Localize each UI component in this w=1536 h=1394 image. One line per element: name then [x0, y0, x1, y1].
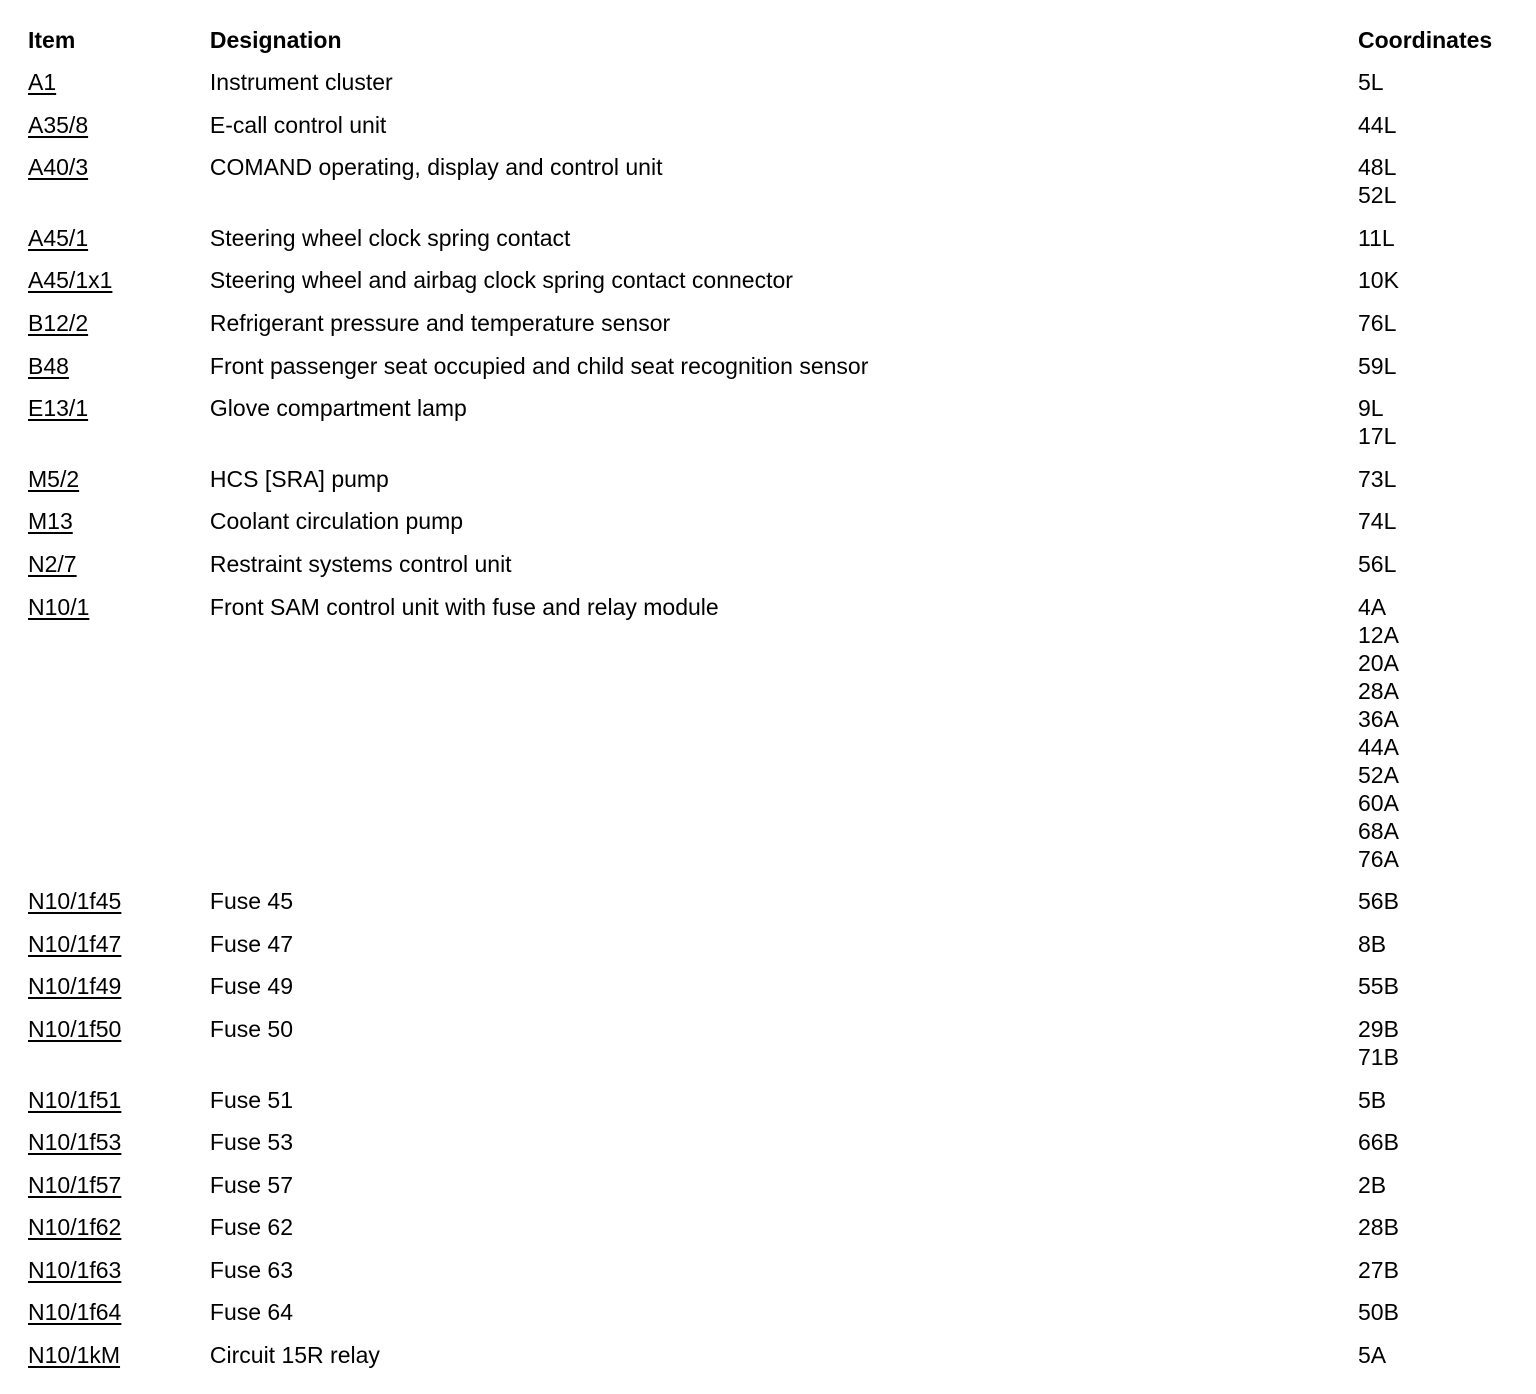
item-link[interactable]: N2/7	[28, 550, 77, 577]
table-row	[28, 550, 1518, 593]
table-row	[28, 153, 1518, 224]
coordinate-value: 5L	[1358, 69, 1384, 95]
table-row	[28, 1298, 1518, 1341]
table-row	[28, 1171, 1518, 1214]
coordinate-value: 52L	[1358, 182, 1397, 209]
coordinates-cell	[1358, 1256, 1518, 1299]
item-link[interactable]: A45/1x1	[28, 267, 113, 294]
header-item: Item	[28, 27, 76, 53]
item-link[interactable]: A40/3	[28, 154, 89, 181]
designation-cell: Refrigerant pressure and temperature sensor	[209, 309, 671, 336]
coordinates-cell	[1358, 1015, 1518, 1086]
coordinate-value: 29B	[1358, 1015, 1399, 1042]
table-row	[28, 1015, 1518, 1086]
item-cell	[28, 1086, 210, 1129]
coordinate-value: 27B	[1358, 1256, 1399, 1283]
item-cell	[28, 153, 210, 224]
coordinate-value: 52A	[1358, 761, 1399, 788]
coordinates-cell	[1358, 1298, 1518, 1341]
designation-cell: Fuse 51	[209, 1086, 294, 1113]
coordinate-value: 76A	[1358, 845, 1399, 872]
table-row	[28, 111, 1518, 154]
item-cell	[28, 68, 210, 111]
table-row	[28, 224, 1518, 267]
coordinate-value: 10K	[1358, 267, 1399, 294]
coordinates-cell	[1358, 972, 1518, 1015]
coordinates-cell	[1358, 224, 1518, 267]
table-row	[28, 507, 1518, 550]
item-link[interactable]: M5/2	[28, 465, 80, 492]
coordinate-value: 76L	[1358, 309, 1397, 336]
coordinate-value: 36A	[1358, 705, 1399, 732]
item-link[interactable]: N10/1f53	[28, 1129, 122, 1156]
coordinate-value: 59L	[1358, 352, 1397, 379]
table-row	[28, 1213, 1518, 1256]
item-cell	[28, 593, 210, 888]
item-cell	[28, 930, 210, 973]
designation-cell: Steering wheel clock spring contact	[209, 224, 571, 251]
table-row	[28, 593, 1518, 888]
item-cell	[28, 1341, 210, 1384]
coordinate-value: 74L	[1358, 508, 1397, 535]
header-designation: Designation	[209, 27, 342, 53]
item-cell	[28, 887, 210, 930]
coordinate-value: 71B	[1358, 1043, 1399, 1070]
item-cell	[28, 1213, 210, 1256]
coordinates-cell	[1358, 550, 1518, 593]
coordinates-cell	[1358, 1213, 1518, 1256]
coordinates-cell	[1358, 309, 1518, 352]
item-link[interactable]: A45/1	[28, 224, 89, 251]
table-row	[28, 1341, 1518, 1384]
designation-cell: Fuse 47	[209, 930, 294, 957]
designation-cell: COMAND operating, display and control unit	[209, 154, 663, 181]
coordinate-value: 56L	[1358, 550, 1397, 577]
coordinate-value: 28B	[1358, 1214, 1399, 1241]
item-link[interactable]: N10/1f50	[28, 1015, 122, 1042]
item-link[interactable]: N10/1f51	[28, 1086, 122, 1113]
table-row	[28, 266, 1518, 309]
item-link[interactable]: B12/2	[28, 309, 89, 336]
table-row	[28, 1128, 1518, 1171]
coordinates-cell	[1358, 266, 1518, 309]
coordinate-value: 4A	[1358, 593, 1387, 620]
coordinates-cell	[1358, 153, 1518, 224]
coordinates-cell	[1358, 1086, 1518, 1129]
item-cell	[28, 507, 210, 550]
table-row	[28, 1086, 1518, 1129]
coordinate-value: 28A	[1358, 677, 1399, 704]
item-link[interactable]: N10/1f45	[28, 888, 122, 915]
coordinate-value: 11L	[1358, 224, 1395, 251]
table-row	[28, 1256, 1518, 1299]
coordinate-value: 56B	[1358, 888, 1399, 915]
designation-cell: E-call control unit	[209, 111, 387, 138]
coordinates-cell	[1358, 1341, 1518, 1384]
designation-cell: Fuse 53	[209, 1129, 294, 1156]
table-row	[28, 887, 1518, 930]
designation-cell: Fuse 50	[209, 1015, 294, 1042]
item-link[interactable]: A1	[28, 69, 57, 95]
item-cell	[28, 1171, 210, 1214]
coordinate-value: 20A	[1358, 649, 1399, 676]
coordinates-cell	[1358, 394, 1518, 465]
designation-cell: Fuse 49	[209, 973, 294, 1000]
coordinate-value: 2B	[1358, 1171, 1387, 1198]
designation-cell: Fuse 62	[209, 1214, 294, 1241]
table-body	[28, 68, 1518, 1384]
coordinates-cell	[1358, 111, 1518, 154]
item-link[interactable]: N10/1f49	[28, 973, 122, 1000]
item-link[interactable]: N10/1f62	[28, 1214, 122, 1241]
coordinate-value: 44A	[1358, 733, 1399, 760]
item-cell	[28, 550, 210, 593]
coordinate-value: 68A	[1358, 817, 1399, 844]
designation-cell: Circuit 15R relay	[209, 1342, 380, 1369]
coordinate-value: 60A	[1358, 789, 1399, 816]
table-row	[28, 465, 1518, 508]
item-link[interactable]: N10/1	[28, 593, 90, 620]
designation-cell: HCS [SRA] pump	[209, 465, 389, 492]
coordinates-cell	[1358, 887, 1518, 930]
table-row	[28, 394, 1518, 465]
designation-cell: Front SAM control unit with fuse and relay module	[209, 593, 719, 620]
item-link[interactable]: N10/1f64	[28, 1299, 122, 1326]
item-link[interactable]: A35/8	[28, 111, 89, 138]
item-cell	[28, 394, 210, 465]
coordinate-value: 12A	[1358, 621, 1399, 648]
coordinates-cell	[1358, 1171, 1518, 1214]
designation-cell: Instrument cluster	[209, 69, 393, 95]
item-link[interactable]: B48	[28, 352, 69, 379]
coordinates-cell	[1358, 68, 1518, 111]
item-link[interactable]: E13/1	[28, 395, 89, 422]
designation-cell: Fuse 64	[209, 1299, 294, 1326]
table-row	[28, 930, 1518, 973]
item-cell	[28, 309, 210, 352]
table-row	[28, 352, 1518, 395]
item-cell	[28, 1298, 210, 1341]
legend-table	[28, 26, 1518, 1384]
coordinate-value: 5B	[1358, 1086, 1387, 1113]
coordinate-value: 17L	[1358, 423, 1397, 450]
item-link[interactable]: N10/1f57	[28, 1171, 122, 1198]
coordinate-value: 9L	[1358, 395, 1384, 422]
item-cell	[28, 465, 210, 508]
item-link[interactable]: N10/1f63	[28, 1256, 122, 1283]
item-cell	[28, 352, 210, 395]
coordinate-value: 73L	[1358, 465, 1397, 492]
designation-cell: Fuse 57	[209, 1171, 294, 1198]
coordinate-value: 5A	[1358, 1342, 1387, 1369]
header-row	[28, 26, 1518, 68]
designation-cell: Glove compartment lamp	[209, 395, 467, 422]
table-row	[28, 972, 1518, 1015]
header-coordinates: Coordinates	[1358, 27, 1493, 53]
item-link[interactable]: N10/1kM	[28, 1342, 121, 1369]
coordinates-cell	[1358, 465, 1518, 508]
coordinate-value: 66B	[1358, 1129, 1399, 1156]
coordinates-cell	[1358, 593, 1518, 888]
item-cell	[28, 1128, 210, 1171]
coordinate-value: 50B	[1358, 1299, 1399, 1326]
item-link[interactable]: N10/1f47	[28, 930, 122, 957]
designation-cell: Fuse 63	[209, 1256, 294, 1283]
coordinate-value: 8B	[1358, 930, 1387, 957]
designation-cell: Coolant circulation pump	[209, 508, 464, 535]
coordinates-cell	[1358, 507, 1518, 550]
coordinates-cell	[1358, 930, 1518, 973]
designation-cell: Restraint systems control unit	[209, 550, 512, 577]
coordinate-value: 44L	[1358, 111, 1397, 138]
item-cell	[28, 266, 210, 309]
item-cell	[28, 1015, 210, 1086]
designation-cell: Fuse 45	[209, 888, 294, 915]
item-cell	[28, 972, 210, 1015]
item-cell	[28, 224, 210, 267]
item-link[interactable]: M13	[28, 508, 73, 535]
item-cell	[28, 1256, 210, 1299]
coordinate-value: 55B	[1358, 973, 1399, 1000]
designation-cell: Steering wheel and airbag clock spring contact connector	[209, 267, 793, 294]
coordinates-cell	[1358, 1128, 1518, 1171]
designation-cell: Front passenger seat occupied and child seat recognition sensor	[209, 352, 869, 379]
item-cell	[28, 111, 210, 154]
coordinate-value: 48L	[1358, 154, 1397, 181]
table-row	[28, 68, 1518, 111]
table-row	[28, 309, 1518, 352]
coordinates-cell	[1358, 352, 1518, 395]
